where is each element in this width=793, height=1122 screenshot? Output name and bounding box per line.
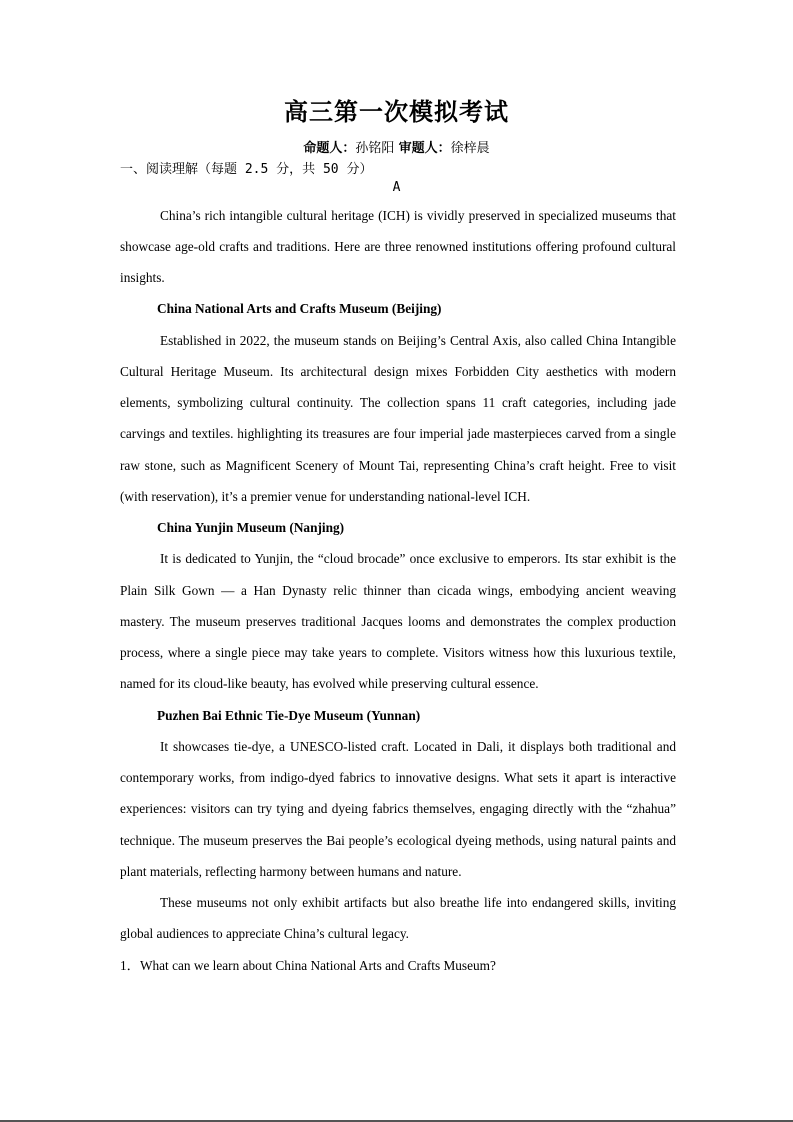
museum-paragraph: Established in 2022, the museum stands on Beijing’s Central Axis, also called China Intangible Cultural Heritage Museum. Its architectural design mixes Forbidden City aesthetics with modern elements, symbolizing cultural continuity. The collection spans 11 craft categories, including jade carvings and textiles. highlighting its treasures are four imperial jade masterpieces carved from a single raw stone, such as Magnificent Scenery of Mount Tai, representing China’s craft height. Free to visit (with reservation), it’s a premier venue for understanding national-level ICH. [120,332,676,504]
museum-heading: China National Arts and Crafts Museum (Beijing) [157,301,442,317]
part-label: A [392,180,401,195]
reviewer-name: 徐梓晨 [450,141,490,156]
reviewer-label: 审题人： [398,141,451,156]
conclusion-paragraph: These museums not only exhibit artifacts but also breathe life into endangered skills, inviting global audiences to appreciate China’s cultural legacy. [120,895,676,942]
setter-name: 孙铭阳 [355,141,395,156]
museum-paragraph: It showcases tie-dye, a UNESCO-listed craft. Located in Dali, it displays both traditional and contemporary works, from indigo-dyed fabrics to innovative designs. What sets it apart is interactive experiences: visitors can try tying and dyeing fabrics themselves, engaging directly with the “zhahua” technique. The museum preserves the Bai people’s ecological dyeing methods, using natural paints and plant materials, reflecting harmony between humans and nature. [120,738,676,879]
authors-line [0,137,793,156]
setter-label: 命题人： [303,141,356,156]
question-1: 1．What can we learn about China National Arts and Crafts Museum? [120,957,496,973]
museum-paragraph: It is dedicated to Yunjin, the “cloud brocade” once exclusive to emperors. Its star exhibit is the Plain Silk Gown — a Han Dynasty relic thinner than cicada wings, embodying ancient weaving mastery. The museum preserves traditional Jacques looms and demonstrates the complex production process, where a single piece may take years to complete. Visitors witness how this luxurious textile, named for its cloud-like beauty, has evolved while preserving cultural essence. [120,551,676,692]
museum-heading: Puzhen Bai Ethnic Tie-Dye Museum (Yunnan) [157,707,421,723]
section-heading: 一、阅读理解（每题 2.5 分，共 50 分） [120,162,373,177]
exam-title: 高三第一次模拟考试 [284,97,509,126]
passage [120,200,676,981]
intro-paragraph: China’s rich intangible cultural heritage (ICH) is vividly preserved in specialized museums that showcase age-old crafts and traditions. Here are three renowned institutions offering profound cultural insights. [120,207,676,285]
museum-heading: China Yunjin Museum (Nanjing) [157,520,345,535]
